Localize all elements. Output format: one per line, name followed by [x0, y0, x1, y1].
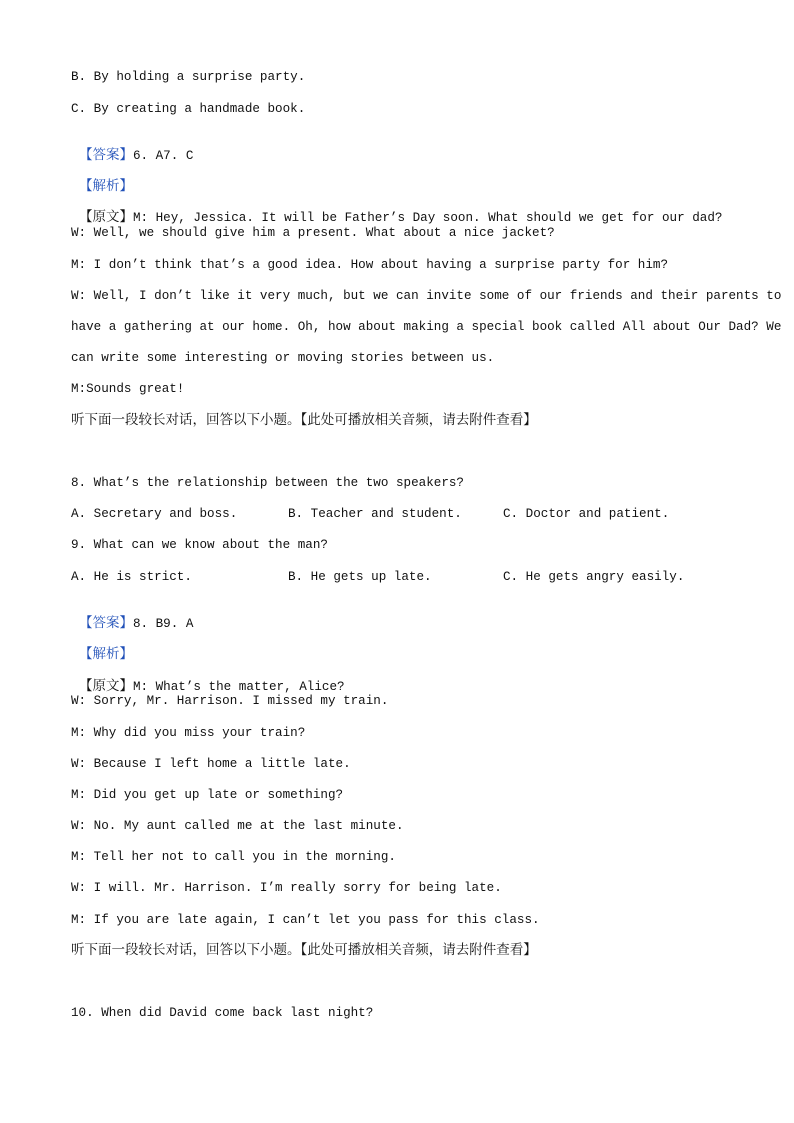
transcript-line: 【原文】M: Hey, Jessica. It will be Father’s Day soon. What should we get for our dad? [78, 209, 723, 225]
option-c-line: C. By creating a handmade book. [71, 102, 306, 116]
question-8: 8. What’s the relationship between the two speakers? [71, 476, 464, 490]
listening-instruction: 听下面一段较长对话，回答以下小题。【此处可播放相关音频，请去附件查看】 [71, 412, 537, 428]
q9-option-c: C. He gets angry easily. [503, 570, 685, 584]
transcript-line: M: Did you get up late or something? [71, 788, 344, 802]
question-9: 9. What can we know about the man? [71, 538, 328, 552]
answer-text: 8. B9. A [132, 617, 194, 631]
transcript-line: M:Sounds great! [71, 382, 185, 396]
transcript-line: 【原文】M: What’s the matter, Alice? [78, 678, 345, 694]
transcript-line: W: Sorry, Mr. Harrison. I missed my train. [71, 694, 389, 708]
answer-row-1 [71, 131, 193, 164]
answer-label: 【答案】 [78, 147, 133, 163]
transcript-line: have a gathering at our home. Oh, how about making a special book called All about Our Dad? We [71, 320, 782, 334]
transcript-line: M: Why did you miss your train? [71, 726, 306, 740]
transcript-line: W: Because I left home a little late. [71, 757, 351, 771]
q8-option-a: A. Secretary and boss. [71, 507, 238, 521]
analysis-label-1: 【解析】 [78, 178, 133, 194]
transcript-line: M: Tell her not to call you in the morning. [71, 850, 396, 864]
q8-option-c: C. Doctor and patient. [503, 507, 670, 521]
transcript-line: W: No. My aunt called me at the last minute. [71, 819, 404, 833]
transcript-line: W: Well, we should give him a present. What about a nice jacket? [71, 226, 555, 240]
transcript-line: M: I don’t think that’s a good idea. How about having a surprise party for him? [71, 258, 669, 272]
question-10: 10. When did David come back last night? [71, 1006, 374, 1020]
answer-text: 6. A7. C [132, 149, 194, 163]
transcript-line: M: If you are late again, I can’t let you pass for this class. [71, 913, 540, 927]
q9-option-b: B. He gets up late. [288, 570, 432, 584]
original-label: 【原文】 [78, 678, 133, 694]
transcript-line: W: Well, I don’t like it very much, but we can invite some of our friends and their parents to [71, 289, 782, 303]
q9-option-a: A. He is strict. [71, 570, 192, 584]
answer-row-2 [71, 599, 193, 632]
transcript-line: W: I will. Mr. Harrison. I’m really sorry for being late. [71, 881, 502, 895]
answer-label: 【答案】 [78, 615, 133, 631]
option-b-line: B. By holding a surprise party. [71, 70, 306, 84]
analysis-label-2: 【解析】 [78, 646, 133, 662]
listening-instruction: 听下面一段较长对话，回答以下小题。【此处可播放相关音频，请去附件查看】 [71, 942, 537, 958]
original-label: 【原文】 [78, 209, 133, 225]
transcript-line: can write some interesting or moving stories between us. [71, 351, 495, 365]
q8-option-b: B. Teacher and student. [288, 507, 462, 521]
